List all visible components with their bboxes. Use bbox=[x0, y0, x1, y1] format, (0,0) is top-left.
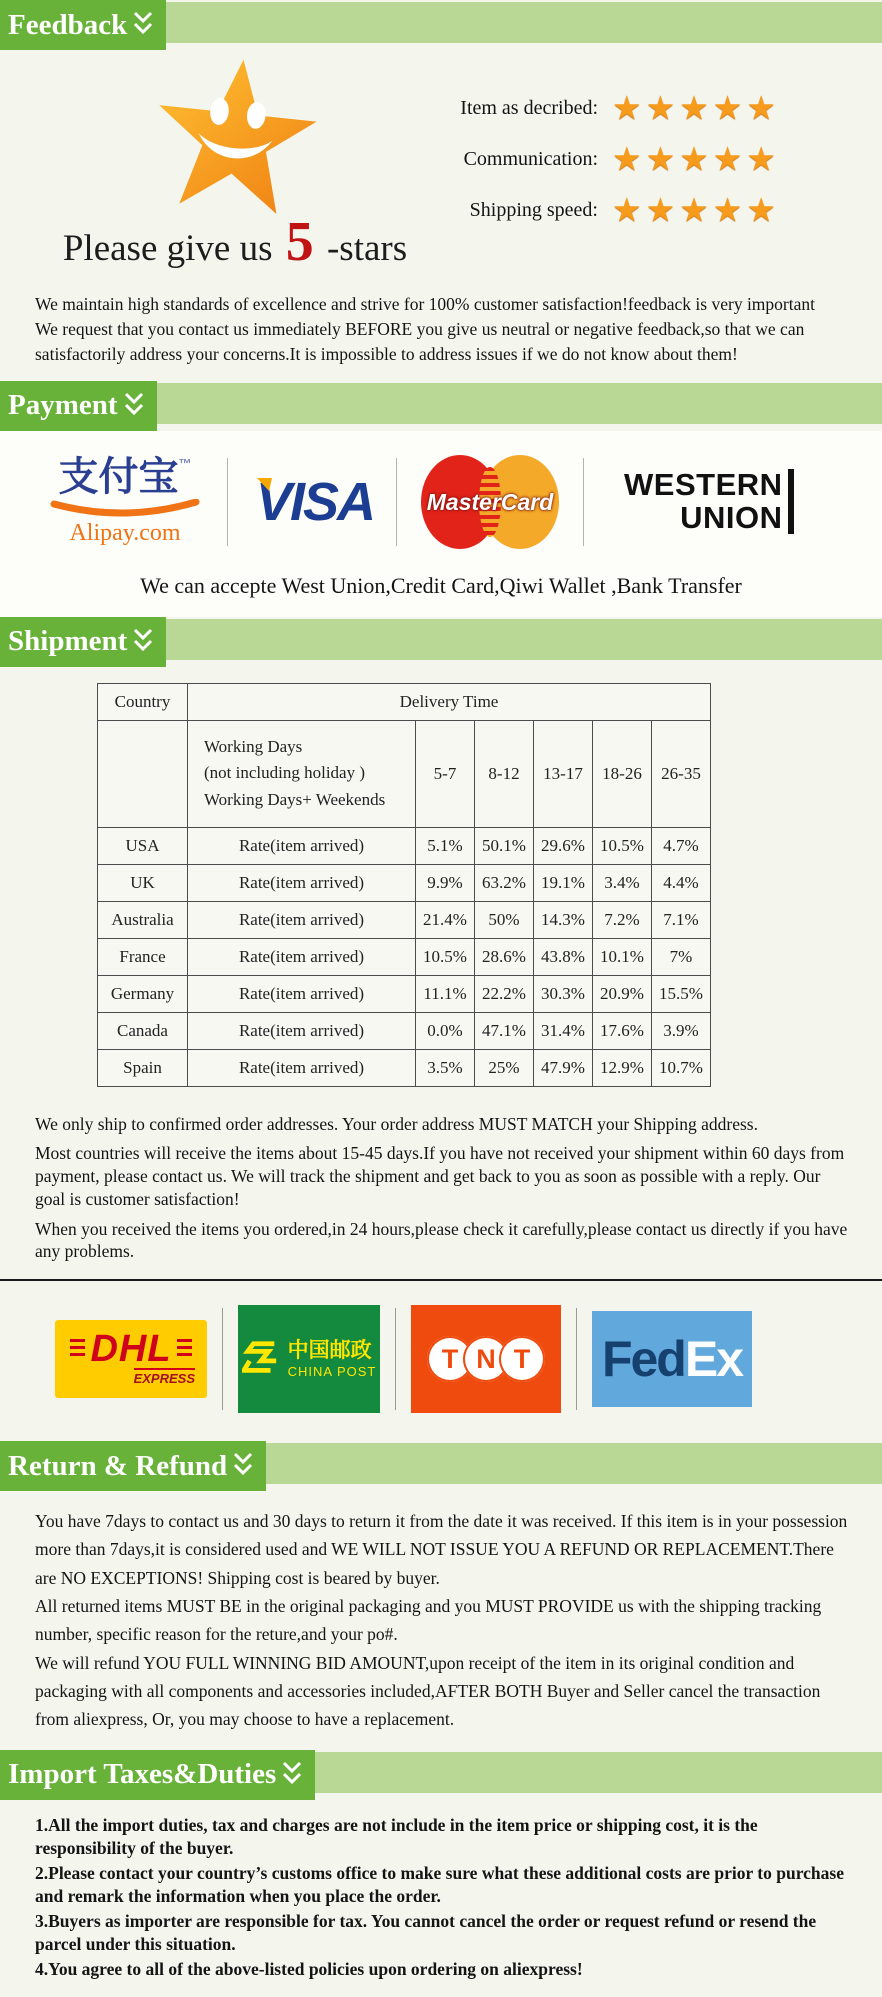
star-icon: ★ bbox=[712, 142, 747, 178]
table-row bbox=[98, 975, 711, 1012]
rate-value-cell: 14.3% bbox=[534, 901, 593, 938]
star-icon: ★ bbox=[746, 193, 780, 229]
visa-logo bbox=[250, 471, 374, 533]
western-union-line1: WESTERN bbox=[624, 467, 783, 503]
plea-prefix: Please give us bbox=[62, 228, 273, 269]
vertical-divider bbox=[222, 1308, 223, 1410]
country-header: Country bbox=[98, 683, 188, 720]
fedex-ex-label: Ex bbox=[684, 1331, 743, 1388]
rate-value-cell: 4.7% bbox=[652, 827, 711, 864]
rate-value-cell: 63.2% bbox=[475, 864, 534, 901]
smiley-star-icon bbox=[140, 47, 331, 224]
china-post-en-label: CHINA POST bbox=[287, 1363, 377, 1379]
rating-label: Shipping speed: bbox=[469, 198, 598, 221]
dhl-express-label: EXPRESS bbox=[134, 1368, 195, 1386]
star-icon: ★ bbox=[679, 193, 713, 229]
visa-gold-notch-icon bbox=[257, 478, 272, 491]
working-days-line: Working Days bbox=[204, 737, 303, 757]
import-tax-item: 4.You agree to all of the above-listed policies upon ordering on aliexpress! bbox=[35, 1959, 583, 1980]
rate-value-cell: 9.9% bbox=[416, 864, 475, 901]
star-icon: ★ bbox=[712, 193, 747, 229]
star-icon: ★ bbox=[712, 91, 747, 127]
shipment-banner-label: Shipment bbox=[8, 625, 128, 658]
refund-note-paragraph: You have 7days to contact us and 30 days to return it from the date it was received. If this item is in your possession more than 7days,it is considered used and WE WILL NOT ISSUE YOU A REFUND OR REPLACEMENT.There are NO EXCEPTIONS! Shipping cost is beared by buyer. bbox=[35, 1511, 848, 1588]
dhl-wordmark bbox=[70, 1327, 191, 1370]
rate-value-cell: 29.6% bbox=[534, 827, 593, 864]
range-header: 13-17 bbox=[534, 720, 593, 827]
import-taxes-list bbox=[35, 1814, 855, 1997]
range-header: 26-35 bbox=[652, 720, 711, 827]
star-icon: ★ bbox=[645, 193, 680, 229]
table-row bbox=[98, 864, 711, 901]
payment-banner-label: Payment bbox=[8, 389, 118, 422]
rate-value-cell: 31.4% bbox=[534, 1012, 593, 1049]
courier-logos bbox=[0, 1281, 882, 1441]
import-tax-item: 1.All the import duties, tax and charges are not include in the item price or shipping cost, it is the responsibility of the buyer. bbox=[35, 1814, 758, 1858]
star-icons bbox=[612, 139, 780, 179]
rate-label-cell: Rate(item arrived) bbox=[188, 827, 416, 864]
refund-notes bbox=[35, 1507, 850, 1734]
rate-value-cell: 10.7% bbox=[652, 1049, 711, 1086]
rate-value-cell: 20.9% bbox=[593, 975, 652, 1012]
range-header: 18-26 bbox=[593, 720, 652, 827]
star-icon: ★ bbox=[645, 142, 680, 178]
rate-label-cell: Rate(item arrived) bbox=[188, 975, 416, 1012]
delivery-table bbox=[97, 683, 711, 1087]
return-refund-banner-tab bbox=[0, 1441, 266, 1491]
table-row bbox=[98, 1012, 711, 1049]
import-tax-item: 2.Please contact your country’s customs office to make sure what these additional costs are prior to purchase and remark the information when you place the order. bbox=[35, 1862, 844, 1907]
working-days-cell bbox=[188, 720, 416, 827]
western-union-line2: UNION bbox=[680, 499, 783, 535]
shipping-note-paragraph: Most countries will receive the items about 15-45 days.If you have not received your shipment within 60 days from payment, please contact us. We will track the shipment and get back to you as soon as possible with a reply. Our goal is customer satisfaction! bbox=[35, 1143, 845, 1209]
star-icon: ★ bbox=[746, 91, 780, 127]
rate-value-cell: 17.6% bbox=[593, 1012, 652, 1049]
double-chevron-down-icon bbox=[232, 1451, 254, 1481]
western-union-logo bbox=[624, 469, 794, 533]
table-row bbox=[98, 901, 711, 938]
rate-value-cell: 47.1% bbox=[475, 1012, 534, 1049]
rate-value-cell: 4.4% bbox=[652, 864, 711, 901]
rate-value-cell: 15.5% bbox=[652, 975, 711, 1012]
star-icon: ★ bbox=[679, 142, 713, 178]
country-cell: UK bbox=[98, 864, 188, 901]
tnt-logo bbox=[411, 1305, 561, 1413]
rate-value-cell: 10.1% bbox=[593, 938, 652, 975]
plea-suffix: -stars bbox=[326, 228, 408, 269]
rate-value-cell: 7.2% bbox=[593, 901, 652, 938]
rate-label-cell: Rate(item arrived) bbox=[188, 1012, 416, 1049]
vertical-divider bbox=[583, 458, 584, 546]
star-icons bbox=[612, 190, 780, 230]
range-header: 5-7 bbox=[416, 720, 475, 827]
rate-value-cell: 12.9% bbox=[593, 1049, 652, 1086]
feedback-banner-label: Feedback bbox=[8, 8, 128, 41]
rate-label-cell: Rate(item arrived) bbox=[188, 901, 416, 938]
trademark-symbol: ™ bbox=[178, 455, 192, 471]
vertical-divider bbox=[576, 1308, 577, 1410]
delivery-time-header: Delivery Time bbox=[188, 683, 711, 720]
rate-value-cell: 10.5% bbox=[593, 827, 652, 864]
feedback-note-line: We request that you contact us immediately BEFORE you give us neutral or negative feedback,so that we can bbox=[35, 318, 805, 339]
rating-row bbox=[430, 88, 780, 128]
payment-section bbox=[0, 431, 882, 617]
dhl-stripes-icon bbox=[177, 1339, 192, 1360]
rate-value-cell: 30.3% bbox=[534, 975, 593, 1012]
country-cell: Spain bbox=[98, 1049, 188, 1086]
rate-value-cell: 3.4% bbox=[593, 864, 652, 901]
star-icon: ★ bbox=[645, 91, 680, 127]
plea-number: 5 bbox=[285, 211, 314, 273]
star-icon: ★ bbox=[612, 142, 646, 178]
rate-value-cell: 50% bbox=[475, 901, 534, 938]
rate-value-cell: 0.0% bbox=[416, 1012, 475, 1049]
fedex-fed-label: Fed bbox=[601, 1331, 685, 1388]
country-cell: Canada bbox=[98, 1012, 188, 1049]
import-tax-item: 3.Buyers as importer are responsible for tax. You cannot cancel the order or request refund or resend the parcel under this situation. bbox=[35, 1911, 817, 1955]
star-icons bbox=[612, 88, 780, 128]
working-days-line: Working Days+ Weekends bbox=[204, 789, 386, 809]
tnt-circle-letter: T bbox=[427, 1336, 473, 1382]
dhl-logo bbox=[55, 1320, 207, 1398]
rating-label: Communication: bbox=[463, 147, 598, 170]
rate-value-cell: 3.9% bbox=[652, 1012, 711, 1049]
rate-value-cell: 5.1% bbox=[416, 827, 475, 864]
double-chevron-down-icon bbox=[132, 10, 154, 40]
tnt-circles bbox=[432, 1336, 540, 1382]
rate-value-cell: 11.1% bbox=[416, 975, 475, 1012]
return-refund-banner bbox=[0, 1441, 882, 1491]
feedback-note bbox=[35, 292, 882, 367]
china-post-text bbox=[287, 1337, 377, 1379]
vertical-divider bbox=[227, 458, 228, 546]
import-taxes-banner bbox=[0, 1750, 882, 1800]
table-row bbox=[98, 1049, 711, 1086]
rate-label-cell: Rate(item arrived) bbox=[188, 864, 416, 901]
feedback-banner bbox=[0, 0, 882, 50]
range-header: 8-12 bbox=[475, 720, 534, 827]
dhl-label: DHL bbox=[90, 1327, 172, 1370]
rate-value-cell: 47.9% bbox=[534, 1049, 593, 1086]
rating-row bbox=[430, 139, 780, 179]
double-chevron-down-icon bbox=[123, 391, 145, 421]
vertical-divider bbox=[396, 458, 397, 546]
mastercard-label: MasterCard bbox=[426, 488, 554, 515]
shipment-banner bbox=[0, 617, 882, 667]
shipping-notes bbox=[35, 1113, 850, 1264]
feedback-note-line: satisfactorily address your concerns.It is impossible to address issues if we do not know about them! bbox=[35, 343, 738, 364]
china-post-emblem-icon bbox=[242, 1337, 280, 1381]
china-post-logo bbox=[238, 1305, 380, 1413]
rate-value-cell: 19.1% bbox=[534, 864, 593, 901]
table-header-row bbox=[98, 683, 711, 720]
payment-banner bbox=[0, 381, 882, 431]
country-cell: USA bbox=[98, 827, 188, 864]
feedback-note-line: We maintain high standards of excellence and strive for 100% customer satisfaction!feedback is very important bbox=[35, 294, 815, 314]
tnt-circle-letter: T bbox=[499, 1336, 545, 1382]
refund-note-paragraph: All returned items MUST BE in the original packaging and you MUST PROVIDE us with the shipping tracking number, specific reason for the reture,and your po#. bbox=[35, 1596, 822, 1645]
payment-banner-tab bbox=[0, 381, 157, 431]
five-star-plea bbox=[40, 210, 430, 274]
alipay-cn-text: 支付宝 bbox=[58, 454, 179, 499]
payment-logos bbox=[0, 431, 882, 563]
refund-note-paragraph: We will refund YOU FULL WINNING BID AMOUNT,upon receipt of the item in its original condition and packaging with all components and accessories included,AFTER BOTH Buyer and Seller cancel the transaction from aliexpress, Or, you may choose to have a replacement. bbox=[35, 1652, 821, 1730]
ranges-row bbox=[98, 720, 711, 827]
empty-cell bbox=[98, 720, 188, 827]
star-column bbox=[40, 56, 430, 274]
rate-value-cell: 22.2% bbox=[475, 975, 534, 1012]
star-icon: ★ bbox=[612, 91, 646, 127]
double-chevron-down-icon bbox=[281, 1760, 303, 1790]
rate-value-cell: 28.6% bbox=[475, 938, 534, 975]
feedback-banner-tab bbox=[0, 0, 166, 50]
country-cell: Germany bbox=[98, 975, 188, 1012]
rate-value-cell: 3.5% bbox=[416, 1049, 475, 1086]
shipping-note-paragraph: When you received the items you ordered,in 24 hours,please check it carefully,please contact us directly if you have any problems. bbox=[35, 1218, 848, 1262]
rating-rows bbox=[430, 56, 780, 274]
rating-row bbox=[430, 190, 780, 230]
rate-value-cell: 25% bbox=[475, 1049, 534, 1086]
star-icon: ★ bbox=[746, 142, 780, 178]
rate-label-cell: Rate(item arrived) bbox=[188, 1049, 416, 1086]
visa-label: VISA bbox=[256, 471, 375, 532]
rate-value-cell: 7.1% bbox=[652, 901, 711, 938]
tnt-circle-letter: N bbox=[463, 1336, 509, 1382]
rate-value-cell: 21.4% bbox=[416, 901, 475, 938]
table-row bbox=[98, 938, 711, 975]
double-chevron-down-icon bbox=[132, 627, 154, 657]
rate-value-cell: 43.8% bbox=[534, 938, 593, 975]
return-refund-banner-label: Return & Refund bbox=[8, 1449, 228, 1482]
alipay-swoosh-icon bbox=[49, 499, 201, 519]
feedback-section bbox=[0, 50, 882, 274]
import-taxes-banner-tab bbox=[0, 1750, 315, 1800]
china-post-cn-label: 中国邮政 bbox=[287, 1337, 372, 1362]
vertical-divider bbox=[395, 1308, 396, 1410]
alipay-logo bbox=[45, 454, 205, 547]
alipay-url-label: Alipay.com bbox=[69, 519, 181, 546]
star-icon: ★ bbox=[679, 91, 713, 127]
rate-value-cell: 7% bbox=[652, 938, 711, 975]
mastercard-logo bbox=[419, 453, 561, 551]
accepted-payments-note: We can accepte West Union,Credit Card,Qiwi Wallet ,Bank Transfer bbox=[140, 572, 742, 598]
table-row bbox=[98, 827, 711, 864]
working-days-line: (not including holiday ) bbox=[204, 763, 366, 783]
alipay-chinese-label bbox=[45, 454, 205, 499]
country-cell: France bbox=[98, 938, 188, 975]
country-cell: Australia bbox=[98, 901, 188, 938]
rating-label: Item as decribed: bbox=[460, 96, 598, 119]
star-icon: ★ bbox=[612, 193, 646, 229]
rate-label-cell: Rate(item arrived) bbox=[188, 938, 416, 975]
fedex-logo bbox=[592, 1311, 752, 1407]
rate-value-cell: 50.1% bbox=[475, 827, 534, 864]
shipping-note-paragraph: We only ship to confirmed order addresses. Your order address MUST MATCH your Shipping address. bbox=[35, 1113, 758, 1134]
import-taxes-banner-label: Import Taxes&Duties bbox=[8, 1758, 277, 1791]
shipment-banner-tab bbox=[0, 617, 166, 667]
dhl-stripes-icon bbox=[70, 1339, 85, 1360]
rate-value-cell: 10.5% bbox=[416, 938, 475, 975]
